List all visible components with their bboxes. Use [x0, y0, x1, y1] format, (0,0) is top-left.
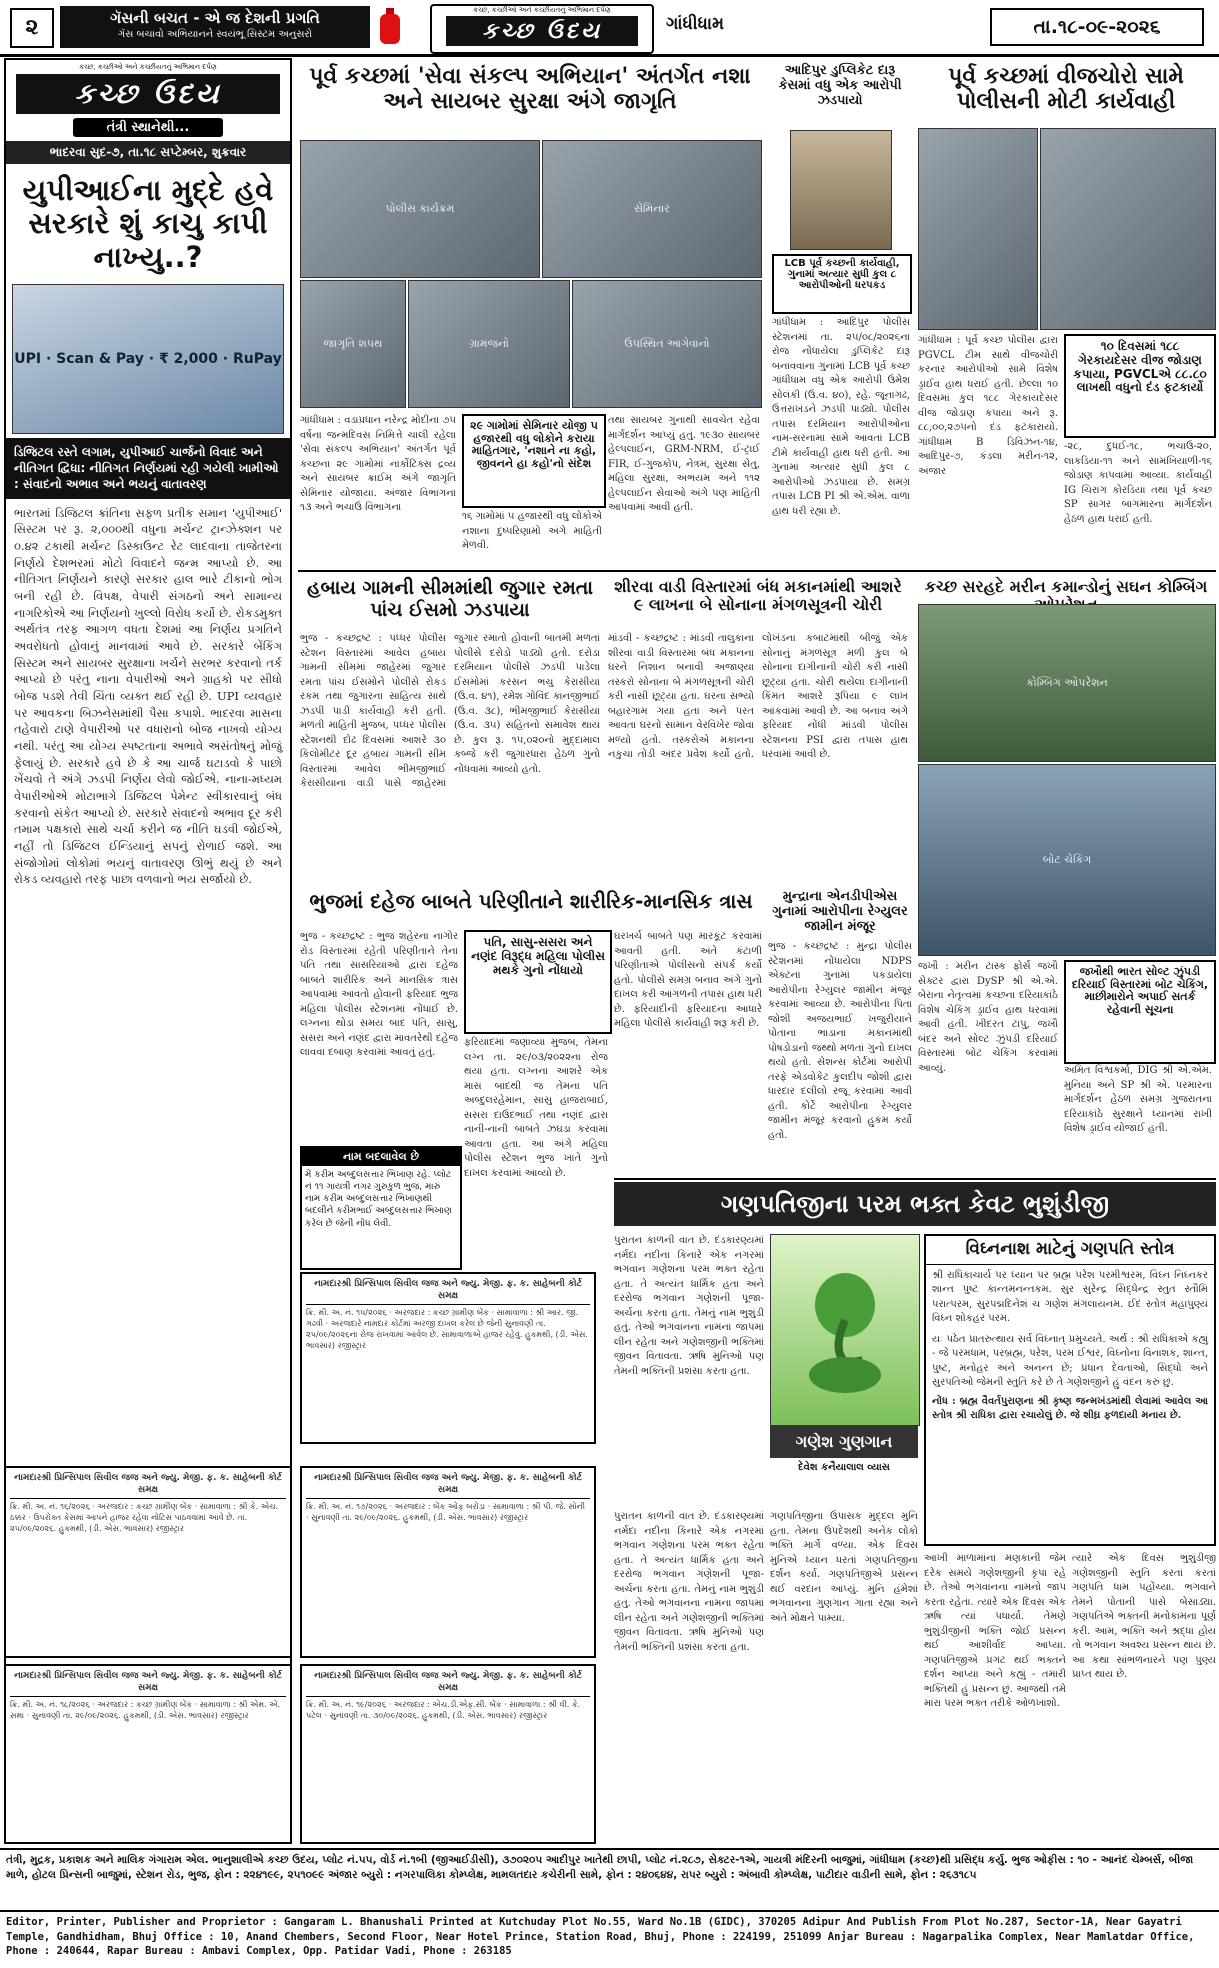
seva-headline: પૂર્વ કચ્છમાં 'સેવા સંકલ્પ અભિયાન' અંતર્ગત નશા અને સાયબર સુરક્ષા અંગે જાગૃતિ	[309, 64, 751, 115]
marine-photo-1-label: કોમ્બિંગ ઓપરેશન	[1026, 676, 1108, 689]
editorial-headline: યુપીઆઈના મુદ્દે હવે સરકારે શું કાચુ કાપી નાખ્યુ..?	[22, 173, 274, 274]
court-notice-3	[300, 1466, 596, 1658]
stotra-text: શ્રી રાધિકાચાર્ય પર ધ્યાન પર બ્રહ્મ પરેશ પરમીશ્વરમ, વિઘ્ન નિઘ્નકર શાન્ત પુષ્ટ કાન્તમનન્તકમ. સુર સુરેન્દ્ર સિદ્ધેન્દ્ર સ્તુત સ્તૌમિ પરાત્પરમ, સુરપદ્મદિનેશં ચ ગણેશં મંગલાયનમ. ઈદં સ્તોત્રં મહાપુણ્યં વિઘ્ન શોકહરં પરમ.	[932, 1269, 1208, 1325]
seva-photo-3	[300, 280, 406, 408]
marine-photo-2-label: બોટ ચેકિંગ	[1042, 853, 1092, 866]
stotra-box	[924, 1234, 1216, 1546]
ganesh-banner-text: ગણપતિજીના પરમ ભક્ત કેવટ ભુશુંડીજી	[720, 1190, 1110, 1218]
masthead-logo-frame	[430, 4, 654, 54]
notice-body: ક્રિ. મી. અ. નં. ૧૫/૨૦૨૬ · અરજદાર : કચ્છ ગ્રામીણ બેંક · સામાવાળા : શ્રી આર. જી. ગઢવી · અરજદારે નામદાર કોર્ટમાં અરજી દાખલ કરેલ છે જેની સુનાવણી તા. ૨૫/૦૯/૨૦૨૬ના રોજ રાખવામાં આવેલ છે. સામાવાળાએ હાજર રહેવું. હુકમથી, (ડી. એસ. ભાવસાર) રજીસ્ટ્રાર	[306, 1308, 588, 1350]
dahej-box-text: પતિ, સાસુ-સસરા અને નણંદ વિરૂદ્ધ મહિલા પોલીસ મથકે ગુનો નોંધાયો	[471, 935, 605, 977]
vij-body-1: ગાંધીધામ : પૂર્વ કચ્છ પોલીસ દ્વારા PGVCL ટીમ સાથે વીજચોરી કરનાર આરોપીઓ સામે વિશેષ ડ્રાઈવ હાથ ધરાઈ હતી. છેલ્લા ૧૦ દિવસમાં કુલ ૧૮૮ ગેરકાયદેસર વીજ જોડાણ કપાયા અને રૂ. ૮૮,૦૦,૨૭૫નો દંડ ફટકારાયો. ગાંધીધામ B ડિવિઝન-૧૪, આદિપુર-૭, કંડલા મરીન-૧૨, અંજાર	[918, 335, 1058, 477]
masthead-date: તા.૧૮-૦૯-૨૦૨૬	[990, 8, 1204, 46]
ganesh-gungan-title: ગણેશ ગુણગાન	[770, 1426, 918, 1458]
footer-gujarati: તંત્રી, મુદ્રક, પ્રકાશક અને માલિક ગંગારામ એલ. ભાનુશાલીએ કચ્છ ઉદય, પ્લોટ નં.૫૫, વોર્ડ નં.૧બી (જીઆઈડીસી), ૩૭૦૨૦૫ આદીપુર ખાતેથી છાપી, પ્લોટ નં.૨૮૭, સેક્ટર-૧એ, ગાયત્રી મંદિરની બાજુમાં, ગાંધીધામ (કચ્છ)થી પ્રસિદ્ધ કર્યુ. ભુજ ઓફીસ : ૧૦ - આનંદ ચેમ્બર્સ, બીજા માળે, હોટલ પ્રિન્સની બાજુમાં, સ્ટેશન રોડ, ભુજ, ફોન : ૨૨૪૧૯૯, ૨૫૧૦૯૯ અંજાર બ્યુરો : નગરપાલિકા કોમ્પ્લેક્ષ, મામલતદાર કચેરીની સામે, ફોન : ૨૪૦૬૪૪, રાપર બ્યુરો : અંબાવી કોમ્પ્લેક્ષ, પાટીદાર વાડીની સામે, ફોન : ૨૬૩૧૮૫	[0, 1848, 1219, 1910]
ganesh-gungan-box	[770, 1426, 918, 1504]
adipur-headline: આદિપુર ડુપ્લિકેટ દારૂ કેસમાં વધુ એક આરોપી ઝડપાયો	[778, 63, 902, 108]
marine-photo-2	[918, 764, 1216, 956]
stotra-foot: નોંધ : બ્રહ્મ વૈવર્તપુરાણના શ્રી કૃષ્ણ જન્મખંડમાંથી લેવામાં આવેલ આ સ્તોત્ર શ્રી રાધિકા દ્વારા રચાયેલું છે. જે શીઘ્ર ફળદાયી મનાય છે.	[932, 1395, 1208, 1422]
vij-headline: પૂર્વ કચ્છમાં વીજચોરો સામે પોલીસની મોટી કાર્યવાહી	[948, 64, 1184, 115]
name-change-text: મેં કરીમ અબ્દુલસત્તાર ભિખાણ રહે. પ્લોટ નં ૧૧ ગાયત્રી નગર ગુરુકુળ ભુજ, મારું નામ કરીમ અબ્દુલસત્તાર ભિખાણથી બદલીને કરીમભાઈ અબ્દુલસત્તાર ભિખાણ કરેલ છે જેની નોંધ લેવી.	[305, 1170, 452, 1229]
vij-body-2: -૨૮, દુધઈ-૧૮, ભચાઉ-૨૦, લાકડિયા-૧૧ અને સામખિયાળી-૧૬ જોડાણ કાપવામાં આવ્યા. કાર્યવાહી IG ચિરાગ કોરડિયા તથા પૂર્વ કચ્છ SP સાગર બાગમારના માર્ગદર્શન હેઠળ હાથ ધરાઈ હતી.	[1064, 441, 1212, 525]
notice-title: નામદારશ્રી પ્રિન્સિપાલ સિવીલ જજ અને જ્યુ. મેજી. ફ. ક. સાહેબની કોર્ટ સમક્ષ	[10, 1670, 286, 1697]
vij-photo-1	[918, 128, 1038, 330]
vij-box	[1064, 334, 1216, 438]
page-number: ૨	[10, 8, 54, 48]
upi-photo-text: UPI · Scan & Pay · ₹ 2,000 · RuPay	[14, 351, 282, 368]
editorial-caption: ડિજિટલ રસ્તે લગામ, યુપીઆઈ ચાર્જનો વિવાદ અને નીતિગત દ્વિધા: નીતિગત નિર્ણયમાં રહી ગયેલી ખામીઓ : સંવાદનો અભાવ અને ભયનું વાતાવરણ	[6, 438, 290, 499]
editorial-logo: કચ્છ ઉદય	[16, 74, 280, 114]
ganesh-body-3: આખી માળામાંના મણકાની જેમ દરેક સમયે ગણેશજીની કૃપા રહે છે. તેઓ ભગવાનના નામનો જાપ કરતા રહેતા. ત્યારે એક દિવસ એક ઋષિ ત્યાં પધાર્યા. તેમણે ભુશુંડીજીની ભક્તિ જોઈ પ્રસન્ન થઈ આશીર્વાદ આપ્યા. ગણપતિજીએ પ્રગટ થઈ ભક્તને દર્શન આપ્યા અને કહ્યું - તમારી ભક્તિથી હું પ્રસન્ન છું. આજથી તમે મારા પરમ ભક્ત તરીકે ઓળખાશો.	[924, 1553, 1066, 1709]
stotra-note: યઃ પઠેત પ્રાતરુત્થાય સર્વ વિઘ્નાત્ પ્રમુચ્યતે. અર્થ : શ્રી રાધિકાએ કહ્યું - જે પરમધામ, પરબ્રહ્મ, પરેશ, પરમ ઈશ્વર, વિઘ્નોના વિનાશક, શાન્ત, પુષ્ટ, મનોહર અને અનન્ત છે; પ્રધાન દેવતાઓ, સિદ્ધો અને સુરપતિઓ જેમની સ્તુતિ કરે છે તે ગણેશજીને હું વંદન કરું છું.	[932, 1333, 1208, 1389]
seva-photo-5	[572, 280, 762, 408]
adipur-caption: LCB પૂર્વ કચ્છની કાર્યવાહી, ગુનામાં અત્યાર સુધી કુલ ૮ આરોપીઓની ધરપકડ	[784, 258, 900, 291]
seva-photo-5-label: ઉપસ્થિત આગેવાનો	[624, 337, 710, 350]
ganesh-body-4: ત્યારે એક દિવસ ભુશુંડીજી ગણેશજીની સ્તુતિ કરતાં કરતાં ગણપતિ ધામ પહોંચ્યા. ભગવાને તેમને પોતાની પાસે બેસાડ્યા. ગણપતિએ ભક્તની મનોકામના પૂર્ણ કરી. આમ, ભક્તિ અને શ્રદ્ધા હોય તો ભગવાન અવશ્ય પ્રસન્ન થાય છે. આ કથા સાંભળનારને પણ પુણ્ય પ્રાપ્ત થાય છે.	[1072, 1553, 1216, 1680]
marine-photo-1	[918, 604, 1216, 762]
marine-body-1: જખૌ : મરીન ટાસ્ક ફોર્સ જખૌ સેક્ટર દ્વારા DySP શ્રી એ.એ. બેરાના નેતૃત્વમાં કચ્છના દરિયાકાંઠે વિશેષ ચેકિંગ ડ્રાઈવ હાથ ધરવામાં આવી હતી. ખીદરત ટાપુ, જખૌ બંદર અને સોલ્ટ ઝુંપડી દરિયાઈ વિસ્તારમાં બોટ ચેકિંગ કરવામાં આવ્યું.	[918, 961, 1058, 1074]
editorial-section-label: તંત્રી સ્થાનેથી...	[73, 118, 223, 137]
notice-title: નામદારશ્રી પ્રિન્સિપાલ સિવીલ જજ અને જ્યુ. મેજી. ફ. ક. સાહેબની કોર્ટ સમક્ષ	[306, 1670, 590, 1697]
court-notice-5	[300, 1664, 596, 1844]
ganesh-image	[770, 1234, 920, 1426]
seva-box-text: ૨૯ ગામોમાં સેમિનાર યોજી ૫ હજારથી વધુ લોકોને કરાયા માહિતગાર, 'નશાને ના કહો, જીવનને હા કહો'નો સંદેશ	[470, 419, 598, 470]
masthead	[0, 0, 1219, 57]
notice-title: નામદારશ્રી પ્રિન્સિપાલ સિવીલ જજ અને જ્યુ. મેજી. ફ. ક. સાહેબની કોર્ટ સમક્ષ	[10, 1472, 286, 1499]
masthead-small-caption: કચ્છ, કચ્છીઓ અને કચ્છીયતનું અભિમાન દર્પણ	[473, 6, 611, 14]
seva-photo-1	[300, 140, 540, 278]
marine-box	[1064, 960, 1216, 1064]
ganesh-body-1: પુરાતન કાળની વાત છે. દંડકારણ્યમાં નર્મદા નદીના કિનારે એક નગરમાં ભગવાન ગણેશના પરમ ભક્ત રહેતા હતા. તે અત્યંત ધાર્મિક હતા અને દરરોજ ભગવાન ગણેશની પૂજા-અર્ચના કરતા હતા. તેમનું નામ ભુશુંડી હતું. તેઓ ભગવાનના નામના જાપમાં લીન રહેતા અને ગણેશજીની ભક્તિમાં જીવન વિતાવતા. ઋષિ મુનિઓ પણ તેમની ભક્તિની પ્રશંસા કરતા હતા.	[614, 1235, 764, 1377]
upi-payment-photo	[12, 284, 284, 434]
notice-title: નામદારશ્રી પ્રિન્સિપાલ સિવીલ જજ અને જ્યુ. મેજી. ફ. ક. સાહેબની કોર્ટ સમક્ષ	[306, 1472, 590, 1499]
stotra-title: વિઘ્નનાશ માટેનું ગણપતિ સ્તોત્ર	[926, 1236, 1214, 1265]
court-notice-2	[4, 1466, 292, 1658]
gas-cylinder-icon	[378, 8, 402, 46]
vij-photo-2	[1040, 128, 1216, 330]
dahej-headline: ભુજમાં દહેજ બાબતે પરિણીતાને શારીરિક-માનસિક ત્રાસ	[309, 889, 753, 913]
dahej-body-3: ઘરખર્ચ બાબતે પણ મારકૂટ કરવામાં આવતી હતી. અંતે કંટાળી પરિણીતાએ પોલીસનો સંપર્ક કર્યો હતો. પોલીસે સમગ્ર બનાવ અંગે ગુનો દાખલ કરી આગળની તપાસ હાથ ધરી છે. ફરિયાદીની ફરિયાદના આધારે મહિલા પોલીસે કાર્યવાહી શરૂ કરી છે.	[614, 931, 762, 1029]
city-name: ગાંધીધામ	[666, 14, 725, 34]
footer-english: Editor, Printer, Publisher and Proprietor : Gangaram L. Bhanushali Printed at Kutchuday Plot No.55, Ward No.1B (GIDC), 370205 Adipur And Publish From Plot No.287, Sector-1A, Near Gayatri Temple, Gandhidham, Bhuj Office : 10, Anand Chembers, Second Floor, Near Hotel Prince, Station Road, Bhuj, Phone : 224199, 251099 Anjar Bureau : Nagarpalika Complex, Near Mamlatdar Office, Phone : 240644, Rapar Bureau : Ambavi Complex, Opp. Patidar Vadi, Phone : 263185	[0, 1910, 1219, 1968]
notice-body: ક્રિ. મી. અ. નં. ૧૭/૨૦૨૬ · અરજદાર : બેંક ઓફ બરોડા · સામાવાળા : શ્રી પી. જે. સોની · સુનાવણી તા. ૨૯/૦૯/૨૦૨૬. હુકમથી, (ડી. એસ. ભાવસાર) રજીસ્ટ્રાર	[306, 1502, 585, 1523]
editorial-date-line: ભાદરવા સુદ-૭, તા.૧૮ સપ્ટેમ્બર, શુક્રવાર	[6, 141, 290, 164]
shiravadi-headline: શીરવા વાડી વિસ્તારમાં બંધ મકાનમાંથી આશરે ૯ લાખના બે સોનાના મંગળસૂત્રની ચોરી	[614, 577, 902, 615]
dahej-body-1: ભુજ - કચ્છદ્રષ્ટ : ભુજ શહેરના નાગોર રોડ વિસ્તારમાં રહેતી પરિણીતાને તેના પતિ તથા સાસરિયાઓ દ્વારા દહેજ બાબતે શારીરિક અને માનસિક ત્રાસ આપવામાં આવતો હોવાની ફરિયાદ ભુજ મહિલા પોલીસ સ્ટેશનમાં નોંધાઈ છે. લગ્નના થોડા સમય બાદ પતિ, સાસુ, સસરા અને નણંદ દ્વારા માવતરેથી દહેજ લાવવા દબાણ કરવામાં આવતું હતું.	[300, 931, 458, 1058]
dahej-body-2: ફરિયાદમાં જણાવ્યા મુજબ, તેમના લગ્ન તા. ૨૯/૦૩/૨૦૨૨ના રોજ થયા હતા. લગ્નના આશરે એક માસ બાદથી જ તેમના પતિ અબ્દુલરહેમાન, સાસુ હાજરાબાઈ, સસરા દાઉદભાઈ તથા નણંદ દ્વારા નાની-નાની બાબતે ઝઘડા કરવામાં આવતા હતા. આ અંગે મહિલા પોલીસ સ્ટેશન ભુજ ખાતે ગુનો દાખલ કરવામાં આવ્યો છે.	[464, 1037, 608, 1179]
ganesh-body-extra: પુરાતન કાળની વાત છે. દંડકારણ્યમાં નર્મદા નદીના કિનારે એક નગરમાં ભગવાન ગણેશના પરમ ભક્ત રહેતા હતા. તે અત્યંત ધાર્મિક હતા અને દરરોજ ભગવાન ગણેશની પૂજા-અર્ચના કરતા હતા. તેમનું નામ ભુશુંડી હતું. તેઓ ભગવાનના નામના જાપમાં લીન રહેતા અને ગણેશજીની ભક્તિમાં જીવન વિતાવતા. ઋષિ મુનિઓ પણ તેમની ભક્તિની પ્રશંસા કરતા હતા.	[614, 1511, 764, 1653]
seva-photo-1-label: પોલીસ કાર્યક્રમ	[385, 202, 455, 215]
ndps-body: ભુજ - કચ્છદ્રષ્ટ : મુન્દ્રા પોલીસ સ્ટેશનમાં નોંધાયેલા NDPS એક્ટના ગુનામાં પકડાયેલા આરોપીના રેગ્યુલર જામીન મંજૂર કરવામાં આવ્યા છે. આરોપીના પિતા જોશી અજયભાઈ ખજુરીયાને પોતાના ભાડાના મકાનમાંથી પોષડોડાનો જથ્થો મળતાં ગુનો દાખલ થયો હતો. સેશન્સ કોર્ટમાં આરોપી તરફે એડવોકેટ કુલદીપ જોશી દ્વારા ધારદાર દલીલો રજૂ કરવામાં આવી હતી. કોર્ટે આરોપીના રેગ્યુલર જામીન મંજૂર કરવાનો હુકમ કર્યો હતો.	[768, 941, 912, 1141]
tagline-main: ગૅસની બચત - એ જ દેશની પ્રગતિ	[110, 9, 320, 27]
ganesh-body-2: ગણપતિજીના ઉપાસક મુદ્દલ મુનિ હતા. તેમના ઉપદેશથી અનેક લોકો ભક્તિ માર્ગે વળ્યા. એક દિવસ મુનિએ ધ્યાન ધરતાં ગણપતિજીના દર્શન કર્યા. ગણપતિજીએ પ્રસન્ન થઈ વરદાન આપ્યું. મુનિ હંમેશાં ભગવાનના ગુણગાન ગાતા રહ્યા અને અંતે મોક્ષને પામ્યા.	[770, 1511, 918, 1624]
habay-headline: હબાય ગામની સીમમાંથી જુગાર રમતા પાંચ ઈસમો ઝડપાયા	[306, 577, 594, 621]
adipur-accused-photo	[790, 130, 892, 250]
tagline-sub: ગૅસ બચાવો અભિયાનને સ્વયંભૂ સિસ્ટમ અનુસરો	[117, 29, 313, 40]
masthead-logo: કચ્છ ઉદય	[446, 16, 638, 46]
editorial-logo-caption: કચ્છ, કચ્છીઓ અને કચ્છીયતનું અભિમાન દર્પણ	[79, 63, 217, 71]
habay-body: ભુજ - કચ્છદ્રષ્ટ : પધ્ધર પોલીસ સ્ટેશન વિસ્તારમાં આવેલ હબાય ગામની સીમમાં જાહેરમાં જુગાર રમતા પાંચ ઈસમોને પોલીસે રોકડ રકમ તથા જુગારના સાહિત્ય સાથે ઝડપી પાડી કાર્યવાહી કરી હતી. મળતી માહિતી મુજબ, પધ્ધર પોલીસ સ્ટેશનથી દોઢ દિવસમાં આશરે ૩૦ કિલોમીટર દૂર હબાય ગામની સીમ વિસ્તારમાં આવેલ ભીમજીભાઈ કેરાસીયાના વાડી પાસે જાહેરમાં જુગાર રમાતો હોવાની બાતમી મળતાં પોલીસે દરોડો પાડ્યો હતો. દરોડા દરમિયાન પોલીસે ઝડપી પાડેલા ઈસમોમાં કરસન ભચુ કેરાસીયા (ઉ.વ. ૪૧), રમેશ ગોવિંદ કાનજીભાઈ (ઉ.વ. ૩૮), ભીમજીભાઈ કેરાસીયા (ઉ.વ. ૩૫) સહિતનો સમાવેશ થાય છે. કુલ રૂ. ૧૫,૦૨૦નો મુદ્દામાલ કબ્જે કરી જુગારધારા હેઠળ ગુનો નોંધવામાં આવ્યો હતો.	[300, 633, 600, 789]
seva-box	[462, 414, 606, 508]
editorial-body: ભારતમાં ડિજિટલ ક્રાંતિના સફળ પ્રતીક સમાન 'યુપીઆઈ' સિસ્ટમ પર રૂ. ૨,૦૦૦થી વધુના મર્ચન્ટ ટ્રાન્ઝેક્શન પર ૦.૪૨ ટકાથી મર્ચન્ટ ડિસ્કાઉન્ટ રેટ લાદવાના તાજેતરના નિર્ણયે દેશભરમાં મોટો વિવાદને જન્મ આપ્યો છે. આ નીતિગત નિર્ણયને કારણે સરકાર હાલ ભારે ટીકાનો ભોગ બની રહી છે. વિપક્ષ, વેપારી સંગઠનો અને સામાન્ય નાગરિકોએ આ નિર્ણયનો ખુલ્લો વિરોધ કર્યો છે. રોકડમુક્ત અર્થતંત્ર તરફ આગળ વધતા દેશમાં આ નિર્ણય પ્રગતિને અવરોધતો હોવાનું માનવામાં આવે છે. સરકારે બેંકિંગ સિસ્ટમ અને સાયબર સુરક્ષાના ખર્ચને સરભર કરવાનો તર્ક આપ્યો છે પરંતુ નાના વેપારીઓ અને ગ્રાહકો પર સીધો બોજ પડશે તેવી ચિંતા વ્યક્ત થઈ રહી છે. UPI વ્યવહાર પર આવકના બિઝનેસમાંથી પૈસા કપાશે. ભાદરવા માસના તહેવારો ટાણે વેપારીઓ પર વધારાનો બોજ નાખવો યોગ્ય નથી. પરંતુ આ યોગ્ય સ્પષ્ટતાના અભાવે અસંતોષનું મોજું ફેલાયું છે. સરકારે હવે છે કે આ ચાર્જ ઘટાડવો કે પાછો ખેંચવો તે અંગે ઝડપી નિર્ણય લેવો જોઈએ. નાના-મધ્યમ વેપારીઓએ મોટાભાગે ડિજિટલ પેમેન્ટ સ્વીકારવાનું બંધ કરવાનો સંકેત આપ્યો છે. સરકારે સંવાદનો અભાવ દૂર કરી તમામ પક્ષકારો સાથે ચર્ચા કરીને જ નીતિ ઘડવી જોઈએ, નહીં તો ડિજિટલ ઈન્ડિયાનું સપનું રોળાઈ જશે. આ સંજોગોમાં લોકોમાં ભયનું વાતાવરણ ઊભું થયું છે અને રોકડ વ્યવહારો તરફ પાછા વળવાનો ભય સર્જાયો છે.	[14, 505, 282, 887]
marine-body-2: અમિત વિશ્વકર્મા, DIG શ્રી એ.એમ. મુનિયા અને SP શ્રી એ. પરમારના માર્ગદર્શન હેઠળ સમગ્ર ગુજરાતના દરિયાકાંઠે સુરક્ષાને ધ્યાનમાં રાખી વિશેષ ડ્રાઈવ યોજાઈ હતી.	[1064, 1065, 1212, 1134]
divider-mid-1	[298, 570, 1216, 572]
shiravadi-body: માંડવી - કચ્છદ્રષ્ટ : માંડવી તાલુકાના શીરવા વાડી વિસ્તારમાં બંધ મકાનના ઘરને નિશાન બનાવી અજાણ્યા તસ્કરો સોનાના બે મંગળસૂત્રની ચોરી કરી નાસી છૂટ્યા હતા. ઘરના સભ્યો બહારગામ ગયા હતા અને પરત આવતા ઘરનો સામાન વેરવિખેર જોવા મળ્યો હતો. તસ્કરોએ મકાનના નકુચા તોડી અંદર પ્રવેશ કર્યો હતો. લોખંડના કબાટમાંથી બીજું એક સોનાનું મંગળસૂત્ર મળી કુલ બે સોનાના દાગીનાની ચોરી કરી નાસી છૂટ્યા હતા. ચોરી થયેલા દાગીનાની કિંમત આશરે રૂપિયા ૯ લાખ આંકવામાં આવી છે. આ બનાવ અંગે ફરિયાદ નોંધી માંડવી પોલીસ સ્ટેશનના PSI દ્વારા તપાસ હાથ ધરવામાં આવી છે.	[608, 633, 908, 760]
ganesha-icon	[800, 1265, 890, 1395]
seva-photo-2-label: સેમિનાર	[634, 202, 670, 215]
court-notice-1	[300, 1272, 596, 1444]
notice-title: નામદારશ્રી પ્રિન્સિપાલ સિવીલ જજ અને જ્યુ. મેજી. ફ. ક. સાહેબની કોર્ટ સમક્ષ	[306, 1278, 590, 1305]
ganesh-banner	[614, 1182, 1216, 1226]
notice-body: ક્રિ. મી. અ. નં. ૧૬/૨૦૨૬ · અરજદાર : કચ્છ ગ્રામીણ બેંક · સામાવાળા : શ્રી કે. એચ. ઠક્કર · ઉપરોક્ત કેસમાં આપને હાજર રહેવા નોટિસ પાઠવવામાં આવે છે. તા. ૨૫/૦૯/૨૦૨૬. હુકમથી, (ડી. એસ. ભાવસાર) રજીસ્ટ્રાર	[10, 1502, 279, 1533]
notice-body: ક્રિ. મી. અ. નં. ૧૯/૨૦૨૬ · અરજદાર : એચ.ડી.એફ.સી. બેંક · સામાવાળા : શ્રી વી. કે. પટેલ · સુનાવણી તા. ૩૦/૦૯/૨૦૨૬. હુકમથી, (ડી. એસ. ભાવસાર) રજીસ્ટ્રાર	[306, 1700, 581, 1721]
tagline-box	[60, 6, 370, 48]
vij-box-text: ૧૦ દિવસમાં ૧૮૮ ગેરકાયદેસર વીજ જોડાણ કપાયા, PGVCLએ ૮૮.૮૦ લાખથી વધુનો દંડ ફટકાર્યો	[1073, 339, 1207, 395]
seva-photo-2	[542, 140, 762, 278]
seva-photo-3-label: જાગૃતિ શપથ	[323, 337, 383, 350]
dahej-box	[464, 930, 612, 1034]
seva-body-3: તથા સાયબર ગુનાથી સાવચેત રહેવા માર્ગદર્શન આપ્યું હતું. ૧૯૩૦ સાયબર હેલ્પલાઈન, GRM-NRM, ઈ-ટ્રાઈ FIR, ઈ-ગુજકોપ, નેત્રમ, સુરક્ષા સેતુ, મહિલા સુરક્ષા, અભયમ અને ૧૧૨ હેલ્પલાઈન સેવાઓ અંગે પણ માહિતી આપવામાં આવી હતી.	[608, 415, 760, 513]
seva-body-1: ગાંધીધામ : વડાપ્રધાન નરેન્દ્ર મોદીના ૭૫ વર્ષના જન્મદિવસ નિમિત્તે ચાલી રહેલા 'સેવા સંકલ્પ અભિયાન' અંતર્ગત પૂર્વ કચ્છના ૨૯ ગામોમાં નાર્કોટિક્સ દ્રવ્ય અને સાયબર ક્રાઈમ અંગે જાગૃતિ સેમિનાર યોજાયા. અંજાર વિભાગના ૧૩ અને ભચાઉ વિભાગના	[300, 415, 456, 513]
adipur-body: ગાંધીધામ : આદિપુર પોલીસ સ્ટેશનમાં તા. ૨૫/૦૮/૨૦૨૬ના રોજ નોંધાયેલા ડુપ્લિકેટ દારૂ બનાવવાના ગુનામાં LCB પૂર્વ કચ્છ ગાંધીધામ વધુ એક આરોપી ઉમેશ સોલંકી (ઉ.વ. ૪૦), રહે. જૂનાગઢ, ઉત્તરાખંડને ઝડપી પાડ્યો. પોલીસ તપાસ દરમિયાન આરોપીઓના નામ-સરનામા સામે આવતાં LCB ટીમે કાર્યવાહી હાથ ધરી હતી. આ ગુનામાં અત્યાર સુધી કુલ ૮ આરોપીઓ ઝડપાયા છે. સમગ્ર તપાસ LCB PI શ્રી એ.એમ. વાળા હાથ ધરી રહ્યા છે.	[772, 317, 910, 517]
adipur-caption-box	[772, 254, 912, 314]
court-notice-4	[4, 1664, 292, 1844]
ganesh-gungan-author: દેવેશ કનૈયાલાલ વ્યાસ	[798, 1462, 890, 1473]
ndps-headline: મુન્દ્રાના એનડીપીએસ ગુનામાં આરોપીના રેગ્યુલર જામીન મંજૂર	[772, 889, 908, 934]
seva-body-2: ૧૬ ગામોમાં ૫ હજારથી વધુ લોકોએ નશાના દુષ્પરિણામો અંગે માહિતી મેળવી.	[462, 511, 602, 551]
name-change-box	[300, 1146, 462, 1270]
notice-body: ક્રિ. મી. અ. નં. ૧૮/૨૦૨૬ · અરજદાર : કચ્છ ગ્રામીણ બેંક · સામાવાળા : શ્રી એમ. એ. સમા · સુનાવણી તા. ૨૯/૦૯/૨૦૨૬. હુકમથી, (ડી. એસ. ભાવસાર) રજીસ્ટ્રાર	[10, 1700, 281, 1721]
marine-headline: કચ્છ સરહદે મરીન કમાન્ડોનું સઘન કોમ્બિંગ	[918, 578, 1214, 615]
name-change-title: નામ બદલાવેલ છે	[302, 1148, 460, 1166]
divider-mid-2	[614, 1178, 1216, 1180]
marine-box-text: જખૌથી ભારત સોલ્ટ ઝુંપડી દરિયાઈ વિસ્તારમાં બોટ ચેકિંગ, માછીમારોને અપાઈ સતર્ક રહેવાની સૂચના	[1071, 965, 1209, 1016]
seva-photo-4	[408, 280, 570, 408]
seva-photos	[300, 140, 760, 408]
seva-photo-4-label: ગ્રામજનો	[469, 337, 509, 350]
